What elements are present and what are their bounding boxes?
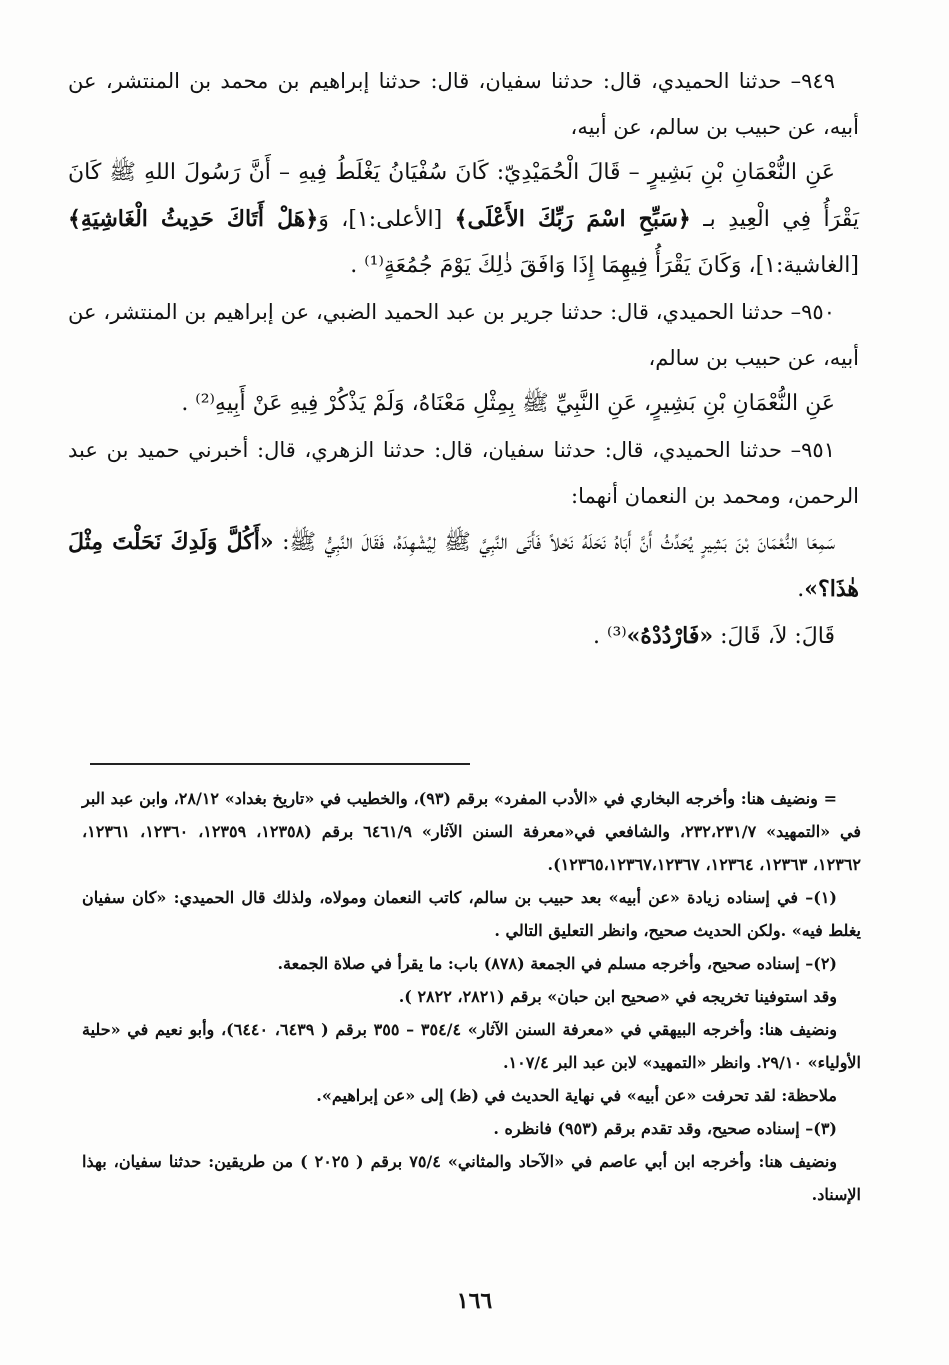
footnote-continued: = ونضيف هنا: وأخرجه البخاري في «الأدب المفرد» برقم (٩٣)، والخطيب في «تاريخ بغداد» ٢٨/١٢، وابن عبد البر في «التمهيد» ٢٣٢،٢٣١/٧، والشافعي في«معرفة السنن الآثار» ٦٤٦١/٩ برقم (١٢٣٥٨، ١٢٣٥٩، ١٢٣٦٠، ١٢٣٦١، ١٢٣٦٢، ١٢٣٦٣، ١٢٣٦٤، ١٢٣٦٥،١٢٣٦٧،١٢٣٦٧). xyxy=(82,789,862,874)
hadith-951-prophet-question: «أَكُلَّ وَلَدِكَ نَحَلْتَ مِثْلَ هٰذَا؟» xyxy=(68,529,859,602)
hadith-949-matn-text: عَنِ النُّعْمَانِ بْنِ بَشِيرٍ – قَالَ الْحُمَيْدِيّ: كَانَ سُفْيَانُ يَغْلَطُ فِيهِ – أَنَّ رَسُولَ اللهِ ﷺ كَانَ يَقْرَأُ فِي الْعِيدِ بـ xyxy=(68,160,860,232)
hadith-949-isnad: ٩٤٩– حدثنا الحميدي، قال: حدثنا سفيان، قال: حدثنا إبراهيم بن محمد بن المنتشر، عن أبيه، عن حبيب بن سالم، عن أبيه، xyxy=(68,69,859,139)
footnote-1: (١)– في إسناده زيادة «عن أبيه» بعد حبيب بن سالم، كاتب النعمان ومولاه، ولذلك قال الحميدي: «كان سفيان يغلط فيه» .ولكن الحديث صحيح، وانظر التعليق التالي . xyxy=(82,888,861,940)
hadith-949-matn xyxy=(68,150,859,289)
quran-verse-al-ala: ﴿سَبِّحِ اسْمَ رَبِّكَ الأَعْلَى﴾ xyxy=(454,206,691,232)
page-number: ١٦٦ xyxy=(456,1288,493,1314)
footnote-3-addition: ونضيف هنا: وأخرجه ابن أبي عاصم في «الآحاد والمثاني» ٧٥/٤ برقم ( ٢٠٢٥ ) من طريقين: حدثنا سفيان، بهذا الإسناد. xyxy=(82,1152,861,1204)
quran-ref-al-ala: [الأعلى:١]، وَ xyxy=(318,207,455,232)
footnote-divider xyxy=(90,763,470,765)
hadith-950-isnad: ٩٥٠– حدثنا الحميدي، قال: حدثنا جرير بن عبد الحميد الضبي، عن إبراهيم بن المنتشر، عن أبيه، عن حبيب بن سالم، xyxy=(68,300,859,370)
footnote-2: (٢)– إسناده صحيح، وأخرجه مسلم في الجمعة (٨٧٨) باب: ما يقرأ في صلاة الجمعة. xyxy=(277,954,837,973)
footnote-3: (٣)– إسناده صحيح، وقد تقدم برقم (٩٥٣) فانظره . xyxy=(493,1119,837,1138)
footnote-2-addition: ونضيف هنا: وأخرجه البيهقي في «معرفة السنن الآثار» ٣٥٤/٤ – ٣٥٥ برقم ( ٦٤٣٩، ٦٤٤٠)، وأبو نعيم في «حلية الأولياء» ٢٩/١٠. وانظر «التمهيد» لابن عبد البر ١٠٧/٤. xyxy=(82,1020,861,1072)
hadith-951-matn xyxy=(68,519,859,613)
hadith-951-reply xyxy=(68,613,859,660)
hadith-951-isnad: ٩٥١– حدثنا الحميدي، قال: حدثنا سفيان، قال: حدثنا الزهري، قال: أخبرني حميد بن عبد الرحمن، ومحمد بن النعمان أنهما: xyxy=(68,438,859,508)
footnote-2-remark: ملاحظة: لقد تحرفت «عن أبيه» في نهاية الحديث في (ظ) إلى «عن إبراهيم». xyxy=(316,1086,837,1105)
hadith-951-matn-end: . xyxy=(797,577,805,602)
hadith-951-reply-text: قَالَ: لاَ، قَالَ: xyxy=(713,624,835,649)
footnote-2-takhrij: وقد استوفينا تخريجه في «صحيح ابن حبان» برقم (٢٨٢١، ٢٨٢٢ ). xyxy=(398,987,837,1006)
main-text xyxy=(68,58,859,660)
footnotes xyxy=(82,782,861,1211)
hadith-951-reply-end: ⁽³⁾ . xyxy=(593,624,627,649)
quran-ref-al-ghashiya: [الغاشية:١]، وَكَانَ يَقْرَأُ فِيهِمَا إِذَا وَافَقَ ذٰلِكَ يَوْمَ جُمُعَةٍ⁽¹⁾ . xyxy=(350,253,859,278)
hadith-951-matn-text: سَمِعَا النُّعْمَانَ بْنَ بَشِيرٍ يُحَدِّثُ أَنَّ أَبَاهُ نَحَلَهُ نَحْلاً فَأَتَى النَّبِيَّ ﷺ لِيُشْهِدَهُ، فَقَالَ النَّبِيُّ ﷺ: xyxy=(273,530,836,555)
hadith-951-prophet-command: «فَارْدُدْهُ» xyxy=(626,623,714,649)
hadith-950-matn: عَنِ النُّعْمَانِ بْنِ بَشِيرٍ، عَنِ النَّبِيِّ ﷺ بِمِثْلِ مَعْنَاهُ، وَلَمْ يَذْكُرْ فِيهِ عَنْ أَبِيهِ⁽²⁾ . xyxy=(181,391,835,416)
quran-verse-al-ghashiya: ﴿هَلْ أَتَاكَ حَدِيثُ الْغَاشِيَةِ﴾ xyxy=(68,206,319,232)
